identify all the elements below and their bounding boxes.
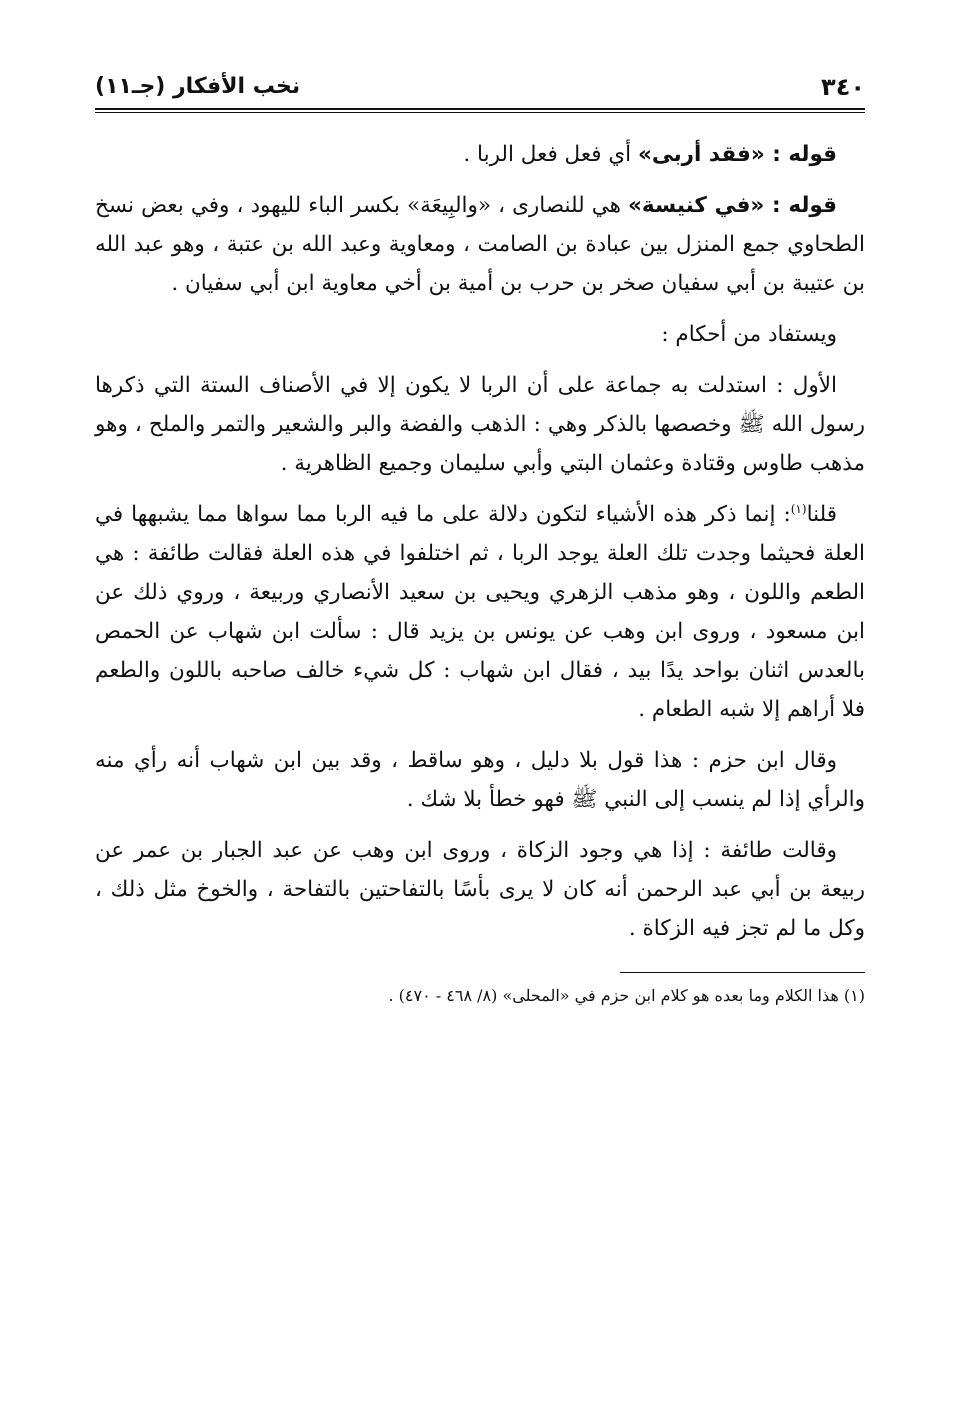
paragraph-text: وقال ابن حزم : هذا قول بلا دليل ، وهو ساقط ، وقد بين ابن شهاب أنه رأي منه والرأي إذا لم ينسب إلى النبي ﷺ فهو خطأ بلا شك . [95,748,865,812]
document-page [95,60,865,1009]
paragraph-lead: قوله : «فقد أربى» [637,142,837,167]
footnote-marker[interactable]: (١) [790,501,807,516]
paragraph-text: الأول : استدلت به جماعة على أن الربا لا يكون إلا في الأصناف الستة التي ذكرها رسول الله ﷺ وخصصها بالذكر وهي : الذهب والفضة والبر والشعير والتمر والملح ، وهو مذهب طاوس وقتادة وعثمان البتي وأبي سليمان وجميع الظاهرية . [95,373,865,476]
footnote-divider [620,972,865,973]
paragraph [95,366,865,483]
paragraph [95,186,865,303]
paragraph-lead: قوله : «في كنيسة» [628,193,837,218]
footnote: (١) هذا الكلام وما بعده هو كلام ابن حزم في «المحلى» (٨/ ٤٦٨ - ٤٧٠) . [388,986,865,1005]
paragraph-text: أي فعل فعل الربا . [463,142,638,167]
paragraph [95,495,865,729]
paragraph-text: : إنما ذكر هذه الأشياء لتكون دلالة على ما فيه الربا مما سواها مما يشبهها في العلة فحيثما وجدت تلك العلة يوجد الربا ، ثم اختلفوا في هذه العلة فقالت طائفة : هي الطعم واللون ، وهو مذهب الزهري ويحيى بن سعيد الأنصاري وربيعة ، وروي ذلك عن ابن مسعود ، وروى ابن وهب عن يونس بن يزيد قال : سألت ابن شهاب عن الحمص بالعدس اثنان بواحد يدًا بيد ، فقال ابن شهاب : كل شيء خالف صاحبه باللون والطعم فلا أراهم إلا شبه الطعام . [95,502,865,722]
paragraph-text-start: قلنا [806,502,837,527]
paragraph-text: ويستفاد من أحكام : [661,322,837,347]
paragraph [95,315,865,354]
paragraph-text: هي للنصارى ، «والبِيعَة» بكسر الباء لليهود ، وفي بعض نسخ الطحاوي جمع المنزل بين عبادة بن الصامت ، ومعاوية وعبد الله بن عتبة ، وهو عبد الله بن عتيبة بن أبي سفيان صخر بن حرب بن أمية بن أخي معاوية ابن أبي سفيان . [95,193,865,296]
paragraph [95,831,865,948]
paragraph-text: وقالت طائفة : إذا هي وجود الزكاة ، وروى ابن وهب عن عبد الجبار بن عمر عن ربيعة بن أبي عبد الرحمن أنه كان لا يرى بأسًا بالتفاحتين بالتفاحة ، والخوخ مثل ذلك ، وكل ما لم تجز فيه الزكاة . [95,838,865,941]
body-text [95,135,865,948]
header-divider [95,108,865,113]
page-number: ٣٤٠ [821,73,865,101]
paragraph [95,135,865,174]
page-header [95,60,865,102]
book-title: نخب الأفكار (جـ١١) [95,74,301,99]
paragraph [95,741,865,819]
